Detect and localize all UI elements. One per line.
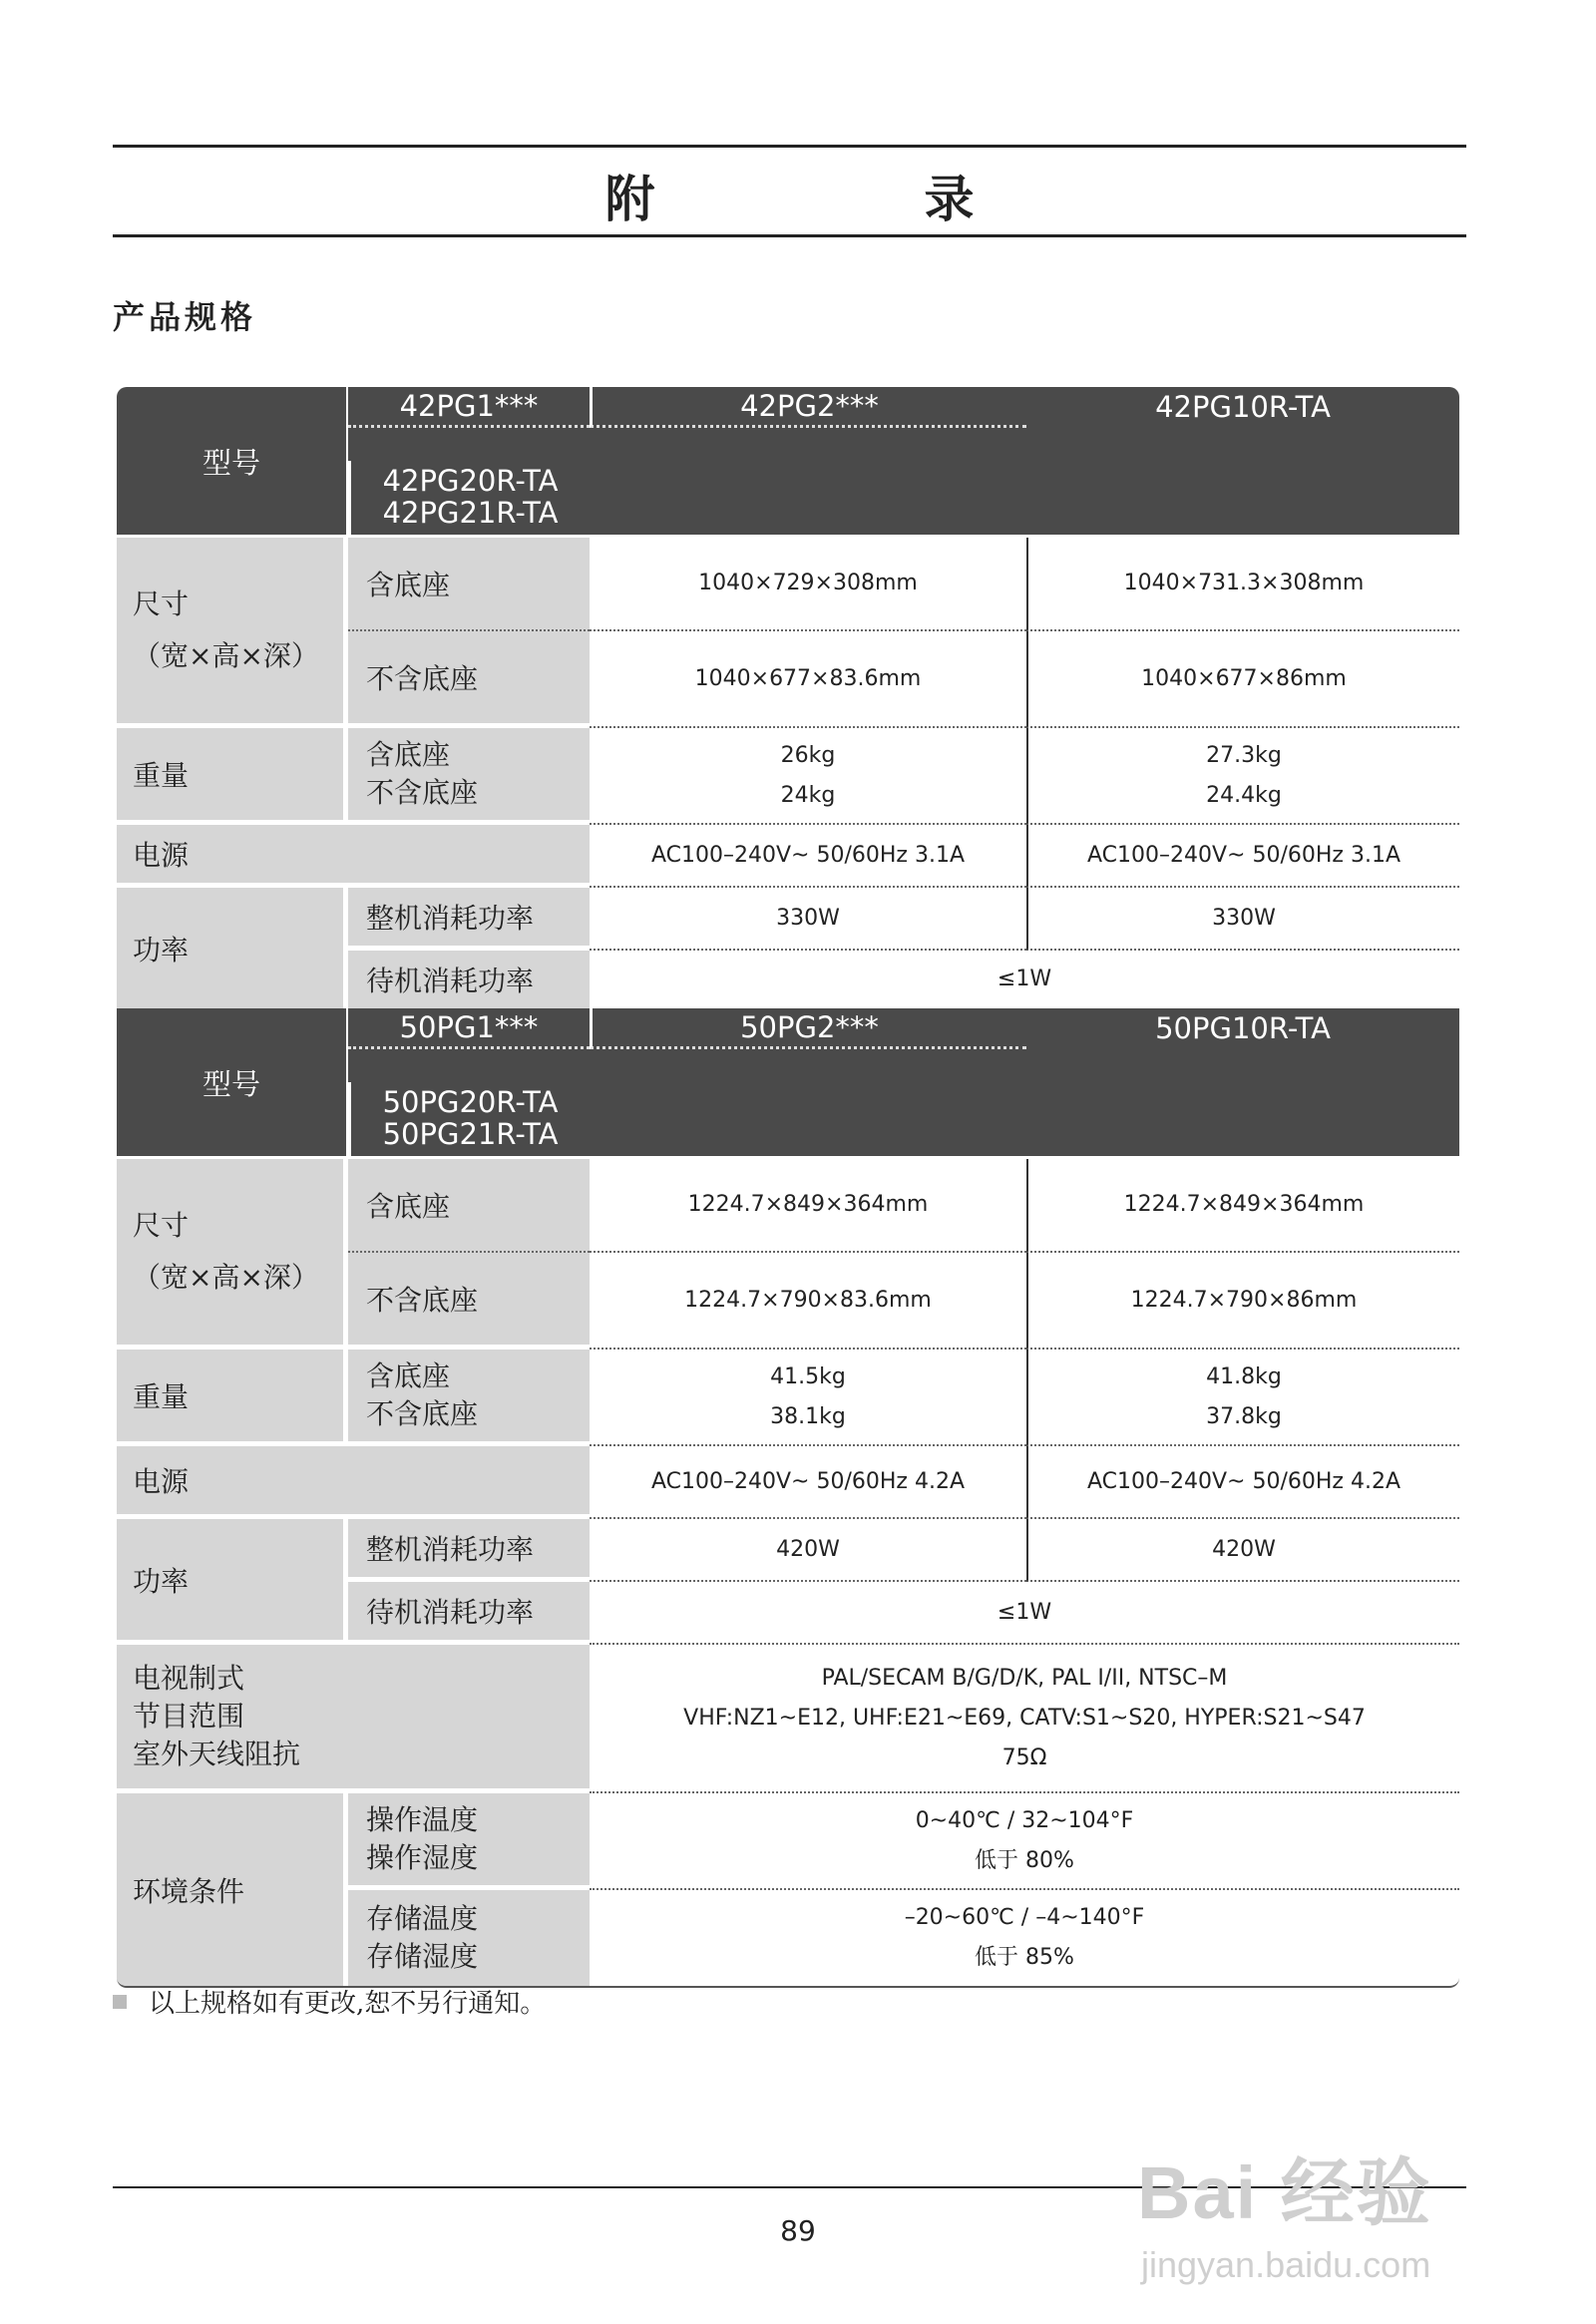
storage-values xyxy=(590,1890,1459,1986)
power-label: 电源 xyxy=(117,825,590,888)
with-stand-label: 含底座 xyxy=(348,1159,590,1253)
page-number: 89 xyxy=(780,2214,816,2247)
size-with-50pg1: 1224.7×849×364mm xyxy=(590,1159,1026,1253)
weight-row-50 xyxy=(117,1350,1459,1446)
model-42pg10r: 42PG10R-TA xyxy=(1155,390,1331,424)
size-with-42pg1: 1040×729×308mm xyxy=(590,538,1026,631)
tv-system-values xyxy=(590,1645,1459,1793)
consumption-label: 功率 xyxy=(117,1519,348,1645)
watermark-brand: Bai 经验 xyxy=(1137,2151,1432,2234)
size-without-50pg2: 1224.7×790×86mm xyxy=(1026,1253,1459,1350)
operating-labels: 操作温度 操作湿度 xyxy=(348,1793,590,1890)
series-50pg2: 50PG2*** xyxy=(590,1008,1026,1049)
weight-row-42 xyxy=(117,728,1459,825)
model-label: 型号 xyxy=(117,1008,348,1156)
power-42pg1: AC100–240V~ 50/60Hz 3.1A xyxy=(590,825,1026,888)
total-50pg1: 420W xyxy=(590,1519,1026,1582)
weight-sublabels: 含底座 不含底座 xyxy=(348,728,590,825)
program-range-value: VHF:NZ1~E12, UHF:E21~E69, CATV:S1~S20, HYPER:S21~S47 xyxy=(683,1705,1366,1731)
weight-label: 重量 xyxy=(117,728,348,825)
power-50pg2: AC100–240V~ 50/60Hz 4.2A xyxy=(1026,1446,1459,1519)
environment-label: 环境条件 xyxy=(117,1793,348,1986)
power-42pg2: AC100–240V~ 50/60Hz 3.1A xyxy=(1026,825,1459,888)
model-header-42 xyxy=(117,387,1459,535)
total-42pg1: 330W xyxy=(590,888,1026,951)
page-title: 附 录 xyxy=(604,171,1084,228)
weight-42pg1: 26kg 24kg xyxy=(590,728,1026,825)
section-heading: 产品规格 xyxy=(113,298,257,336)
model-42pg2x: 42PG20R-TA 42PG21R-TA xyxy=(348,461,590,535)
model-50pg2x: 50PG20R-TA 50PG21R-TA xyxy=(348,1082,590,1156)
tv-system-value: PAL/SECAM B/G/D/K, PAL I/II, NTSC–M xyxy=(821,1665,1228,1691)
baidu-watermark xyxy=(1137,2095,1506,2304)
size-without-42pg2: 1040×677×86mm xyxy=(1026,631,1459,728)
tv-system-row xyxy=(117,1645,1459,1793)
total-50pg2: 420W xyxy=(1026,1519,1459,1582)
st-temp-value: –20~60℃ / –4~140°F xyxy=(904,1905,1145,1930)
total-consumption-label: 整机消耗功率 xyxy=(348,1519,590,1582)
standby-consumption-label: 待机消耗功率 xyxy=(348,951,590,1008)
weight-50pg2: 41.8kg 37.8kg xyxy=(1026,1350,1459,1446)
standby-consumption-label: 待机消耗功率 xyxy=(348,1582,590,1645)
size-rows-42 xyxy=(117,538,1459,728)
size-without-50pg1: 1224.7×790×83.6mm xyxy=(590,1253,1026,1350)
series-42pg2: 42PG2*** xyxy=(590,387,1026,428)
consumption-rows-50 xyxy=(117,1519,1459,1645)
op-humidity-value: 低于 80% xyxy=(975,1847,1074,1873)
power-row-50 xyxy=(117,1446,1459,1519)
model-label: 型号 xyxy=(117,387,348,535)
footnote-text: 以上规格如有更改,恕不另行通知。 xyxy=(149,1989,547,2019)
power-label: 电源 xyxy=(117,1446,590,1519)
watermark-url: jingyan.baidu.com xyxy=(1141,2244,1431,2285)
bullet-square-icon xyxy=(113,1995,127,2009)
weight-42pg2: 27.3kg 24.4kg xyxy=(1026,728,1459,825)
without-stand-label: 不含底座 xyxy=(348,631,590,728)
consumption-rows-42 xyxy=(117,888,1459,1008)
weight-label: 重量 xyxy=(117,1350,348,1446)
model-header-50 xyxy=(117,1008,1459,1156)
top-rule xyxy=(113,145,1466,148)
size-label: 尺寸 （宽×高×深） xyxy=(117,1159,348,1350)
series-50pg1: 50PG1*** xyxy=(348,1008,590,1049)
size-without-42pg1: 1040×677×83.6mm xyxy=(590,631,1026,728)
size-rows-50 xyxy=(117,1159,1459,1350)
size-with-42pg2: 1040×731.3×308mm xyxy=(1026,538,1459,631)
st-humidity-value: 低于 85% xyxy=(975,1945,1074,1970)
weight-sublabels: 含底座 不含底座 xyxy=(348,1350,590,1446)
title-rule xyxy=(113,234,1466,237)
storage-labels: 存储温度 存储湿度 xyxy=(348,1890,590,1986)
tv-system-labels: 电视制式 节目范围 室外天线阻抗 xyxy=(117,1645,590,1793)
operating-values xyxy=(590,1793,1459,1890)
without-stand-label: 不含底座 xyxy=(348,1253,590,1350)
spec-table xyxy=(117,387,1459,1988)
total-consumption-label: 整机消耗功率 xyxy=(348,888,590,951)
with-stand-label: 含底座 xyxy=(348,538,590,631)
power-row-42 xyxy=(117,825,1459,888)
standby-42: ≤1W xyxy=(997,967,1052,991)
power-50pg1: AC100–240V~ 50/60Hz 4.2A xyxy=(590,1446,1026,1519)
size-with-50pg2: 1224.7×849×364mm xyxy=(1026,1159,1459,1253)
footnote xyxy=(113,1983,546,2020)
total-42pg2: 330W xyxy=(1026,888,1459,951)
consumption-label: 功率 xyxy=(117,888,348,1008)
antenna-value: 75Ω xyxy=(1001,1744,1047,1770)
op-temp-value: 0~40℃ / 32~104°F xyxy=(915,1807,1134,1833)
size-label: 尺寸 （宽×高×深） xyxy=(117,538,348,728)
standby-50: ≤1W xyxy=(590,1582,1459,1645)
model-50pg10r: 50PG10R-TA xyxy=(1155,1011,1331,1045)
series-42pg1: 42PG1*** xyxy=(348,387,590,428)
weight-50pg1: 41.5kg 38.1kg xyxy=(590,1350,1026,1446)
environment-rows xyxy=(117,1793,1459,1988)
